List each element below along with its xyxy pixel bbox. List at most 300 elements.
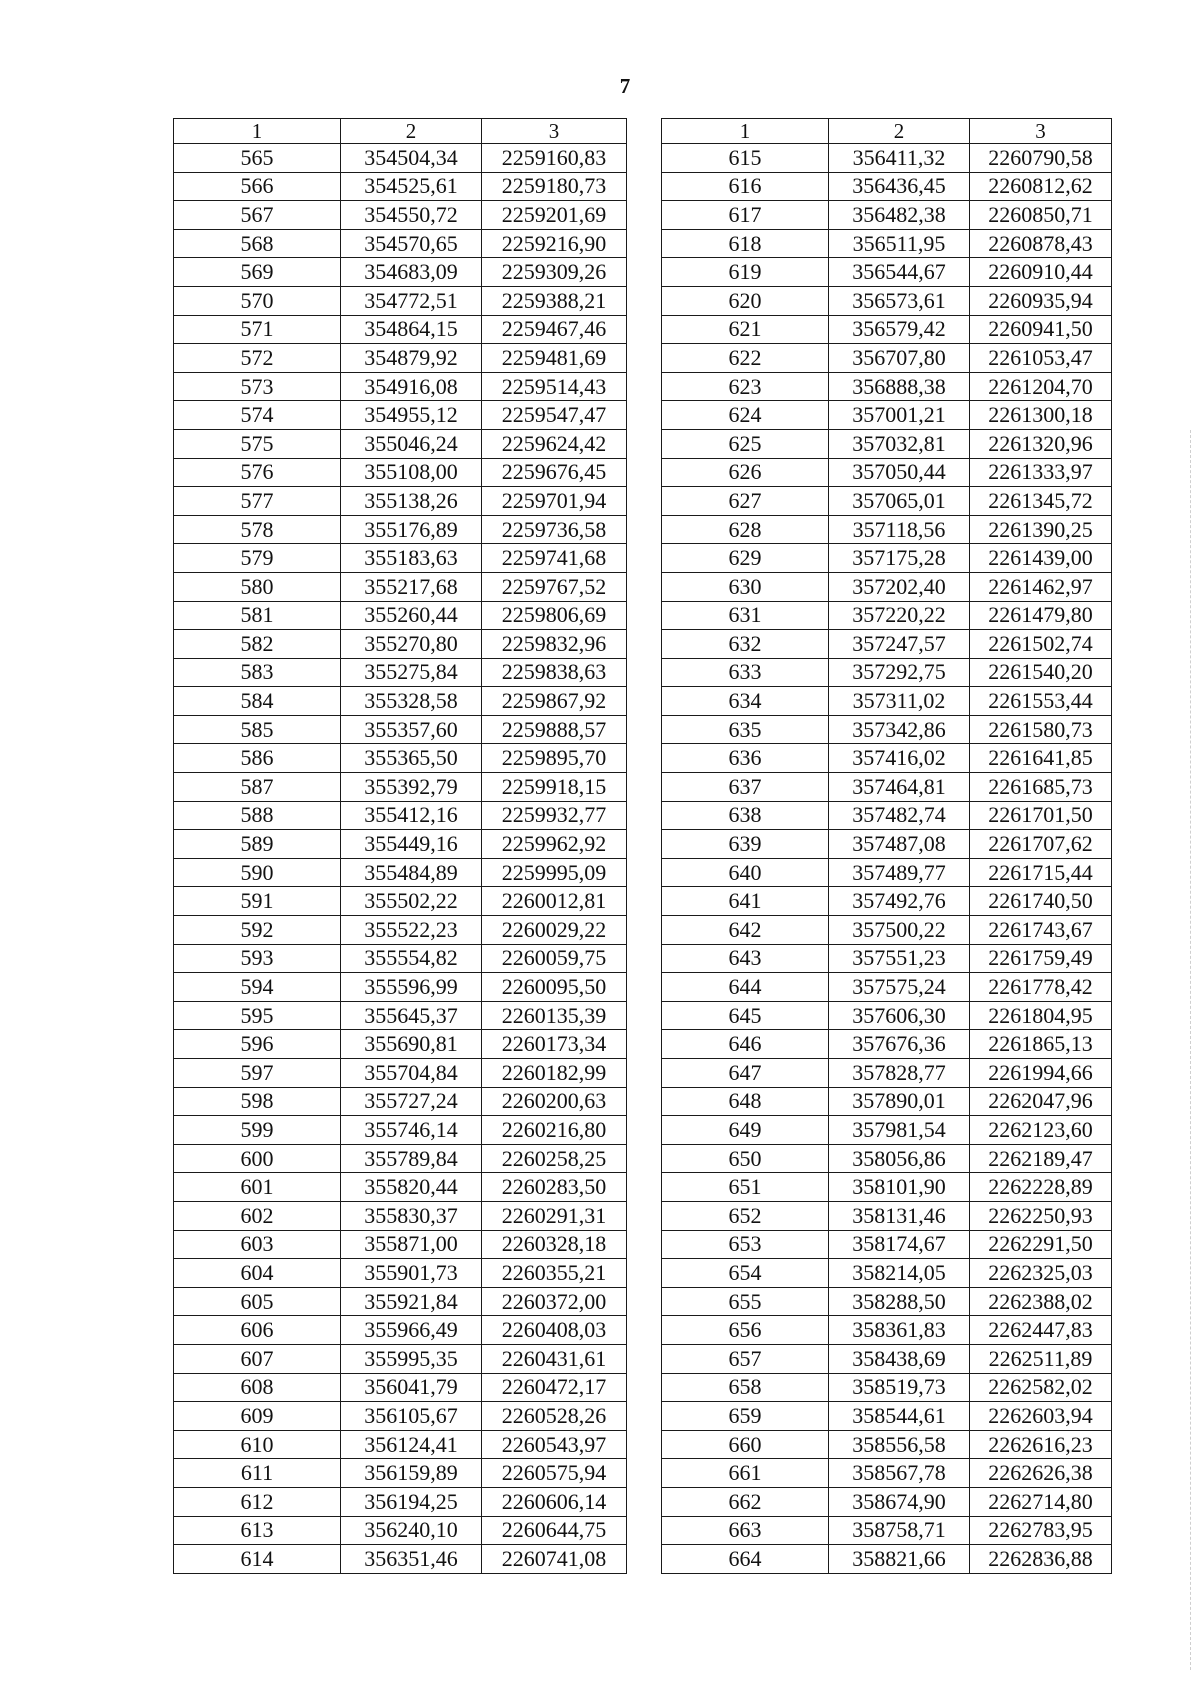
page-number: 7 — [619, 74, 631, 98]
point-number-cell: 658 — [662, 1373, 829, 1402]
table-row — [174, 687, 627, 716]
point-number-cell: 635 — [662, 715, 829, 744]
x-coordinate-cell: 357247,57 — [829, 630, 970, 659]
table-row — [662, 258, 1112, 287]
y-coordinate-cell: 2261740,50 — [970, 887, 1112, 916]
table-row — [174, 1545, 627, 1574]
point-number-cell: 575 — [174, 429, 341, 458]
point-number-cell: 591 — [174, 887, 341, 916]
x-coordinate-cell: 355820,44 — [341, 1173, 482, 1202]
x-coordinate-cell: 357606,30 — [829, 1001, 970, 1030]
x-coordinate-cell: 357828,77 — [829, 1059, 970, 1088]
table-row — [174, 258, 627, 287]
y-coordinate-cell: 2260408,03 — [482, 1316, 627, 1345]
table-row — [662, 487, 1112, 516]
point-number-cell: 607 — [174, 1344, 341, 1373]
table-row — [174, 1430, 627, 1459]
point-number-cell: 580 — [174, 572, 341, 601]
table-row — [174, 773, 627, 802]
point-number-cell: 646 — [662, 1030, 829, 1059]
table-row — [174, 1287, 627, 1316]
table-row — [174, 372, 627, 401]
column-header-2: 2 — [829, 119, 970, 144]
x-coordinate-cell: 357482,74 — [829, 801, 970, 830]
x-coordinate-cell: 355260,44 — [341, 601, 482, 630]
point-number-cell: 594 — [174, 973, 341, 1002]
table-row — [662, 401, 1112, 430]
x-coordinate-cell: 355108,00 — [341, 458, 482, 487]
y-coordinate-cell: 2261715,44 — [970, 858, 1112, 887]
y-coordinate-cell: 2259736,58 — [482, 515, 627, 544]
table-row — [662, 544, 1112, 573]
table-row — [174, 858, 627, 887]
point-number-cell: 631 — [662, 601, 829, 630]
x-coordinate-cell: 356436,45 — [829, 172, 970, 201]
y-coordinate-cell: 2261390,25 — [970, 515, 1112, 544]
point-number-cell: 645 — [662, 1001, 829, 1030]
table-row — [174, 1459, 627, 1488]
y-coordinate-cell: 2262291,50 — [970, 1230, 1112, 1259]
point-number-cell: 569 — [174, 258, 341, 287]
table-row — [662, 315, 1112, 344]
table-row — [662, 801, 1112, 830]
point-number-cell: 606 — [174, 1316, 341, 1345]
y-coordinate-cell: 2259160,83 — [482, 144, 627, 173]
table-row — [174, 172, 627, 201]
point-number-cell: 623 — [662, 372, 829, 401]
table-row — [174, 1173, 627, 1202]
x-coordinate-cell: 357202,40 — [829, 572, 970, 601]
x-coordinate-cell: 355704,84 — [341, 1059, 482, 1088]
x-coordinate-cell: 355365,50 — [341, 744, 482, 773]
x-coordinate-cell: 356544,67 — [829, 258, 970, 287]
table-row — [662, 1487, 1112, 1516]
table-row — [662, 429, 1112, 458]
point-number-cell: 598 — [174, 1087, 341, 1116]
table-row — [662, 372, 1112, 401]
point-number-cell: 655 — [662, 1287, 829, 1316]
table-row — [174, 973, 627, 1002]
point-number-cell: 632 — [662, 630, 829, 659]
x-coordinate-cell: 357575,24 — [829, 973, 970, 1002]
y-coordinate-cell: 2259838,63 — [482, 658, 627, 687]
point-number-cell: 597 — [174, 1059, 341, 1088]
x-coordinate-cell: 357676,36 — [829, 1030, 970, 1059]
y-coordinate-cell: 2261540,20 — [970, 658, 1112, 687]
table-row — [662, 572, 1112, 601]
table-row — [662, 630, 1112, 659]
point-number-cell: 576 — [174, 458, 341, 487]
table-row — [174, 916, 627, 945]
y-coordinate-cell: 2261502,74 — [970, 630, 1112, 659]
y-coordinate-cell: 2259895,70 — [482, 744, 627, 773]
x-coordinate-cell: 358131,46 — [829, 1201, 970, 1230]
y-coordinate-cell: 2261685,73 — [970, 773, 1112, 802]
table-row — [174, 344, 627, 373]
x-coordinate-cell: 356240,10 — [341, 1516, 482, 1545]
y-coordinate-cell: 2261804,95 — [970, 1001, 1112, 1030]
y-coordinate-cell: 2259962,92 — [482, 830, 627, 859]
table-row — [174, 229, 627, 258]
x-coordinate-cell: 357032,81 — [829, 429, 970, 458]
y-coordinate-cell: 2261462,97 — [970, 572, 1112, 601]
point-number-cell: 579 — [174, 544, 341, 573]
point-number-cell: 643 — [662, 944, 829, 973]
y-coordinate-cell: 2261204,70 — [970, 372, 1112, 401]
table-row — [662, 344, 1112, 373]
table-row — [174, 1059, 627, 1088]
x-coordinate-cell: 355690,81 — [341, 1030, 482, 1059]
y-coordinate-cell: 2260528,26 — [482, 1402, 627, 1431]
y-coordinate-cell: 2259624,42 — [482, 429, 627, 458]
table-row — [662, 973, 1112, 1002]
table-row — [662, 1116, 1112, 1145]
y-coordinate-cell: 2260095,50 — [482, 973, 627, 1002]
x-coordinate-cell: 355176,89 — [341, 515, 482, 544]
table-row — [662, 1201, 1112, 1230]
y-coordinate-cell: 2261320,96 — [970, 429, 1112, 458]
x-coordinate-cell: 357492,76 — [829, 887, 970, 916]
x-coordinate-cell: 355328,58 — [341, 687, 482, 716]
y-coordinate-cell: 2260741,08 — [482, 1545, 627, 1574]
y-coordinate-cell: 2261707,62 — [970, 830, 1112, 859]
x-coordinate-cell: 357220,22 — [829, 601, 970, 630]
y-coordinate-cell: 2261778,42 — [970, 973, 1112, 1002]
y-coordinate-cell: 2261553,44 — [970, 687, 1112, 716]
x-coordinate-cell: 354550,72 — [341, 201, 482, 230]
point-number-cell: 577 — [174, 487, 341, 516]
coordinates-table-right — [661, 118, 1112, 1574]
point-number-cell: 662 — [662, 1487, 829, 1516]
x-coordinate-cell: 358519,73 — [829, 1373, 970, 1402]
y-coordinate-cell: 2262714,80 — [970, 1487, 1112, 1516]
y-coordinate-cell: 2261701,50 — [970, 801, 1112, 830]
x-coordinate-cell: 355645,37 — [341, 1001, 482, 1030]
y-coordinate-cell: 2260283,50 — [482, 1173, 627, 1202]
y-coordinate-cell: 2260812,62 — [970, 172, 1112, 201]
x-coordinate-cell: 358544,61 — [829, 1402, 970, 1431]
x-coordinate-cell: 354683,09 — [341, 258, 482, 287]
table-row — [174, 1144, 627, 1173]
y-coordinate-cell: 2260029,22 — [482, 916, 627, 945]
y-coordinate-cell: 2259676,45 — [482, 458, 627, 487]
x-coordinate-cell: 356041,79 — [341, 1373, 482, 1402]
table-row — [662, 1059, 1112, 1088]
point-number-cell: 641 — [662, 887, 829, 916]
point-number-cell: 634 — [662, 687, 829, 716]
y-coordinate-cell: 2261580,73 — [970, 715, 1112, 744]
table-row — [662, 1001, 1112, 1030]
point-number-cell: 614 — [174, 1545, 341, 1574]
y-coordinate-cell: 2260575,94 — [482, 1459, 627, 1488]
point-number-cell: 573 — [174, 372, 341, 401]
x-coordinate-cell: 355522,23 — [341, 916, 482, 945]
point-number-cell: 567 — [174, 201, 341, 230]
y-coordinate-cell: 2259888,57 — [482, 715, 627, 744]
table-row — [662, 1545, 1112, 1574]
point-number-cell: 599 — [174, 1116, 341, 1145]
table-row — [174, 1001, 627, 1030]
x-coordinate-cell: 354772,51 — [341, 286, 482, 315]
point-number-cell: 642 — [662, 916, 829, 945]
point-number-cell: 608 — [174, 1373, 341, 1402]
y-coordinate-cell: 2261300,18 — [970, 401, 1112, 430]
x-coordinate-cell: 355746,14 — [341, 1116, 482, 1145]
point-number-cell: 659 — [662, 1402, 829, 1431]
x-coordinate-cell: 357416,02 — [829, 744, 970, 773]
x-coordinate-cell: 355046,24 — [341, 429, 482, 458]
table-row — [662, 1287, 1112, 1316]
point-number-cell: 605 — [174, 1287, 341, 1316]
table-row — [174, 1373, 627, 1402]
point-number-cell: 660 — [662, 1430, 829, 1459]
y-coordinate-cell: 2260941,50 — [970, 315, 1112, 344]
table-row — [662, 1173, 1112, 1202]
table-row — [174, 601, 627, 630]
x-coordinate-cell: 356482,38 — [829, 201, 970, 230]
x-coordinate-cell: 354916,08 — [341, 372, 482, 401]
table-row — [174, 487, 627, 516]
x-coordinate-cell: 354879,92 — [341, 344, 482, 373]
point-number-cell: 565 — [174, 144, 341, 173]
point-number-cell: 653 — [662, 1230, 829, 1259]
point-number-cell: 619 — [662, 258, 829, 287]
point-number-cell: 568 — [174, 229, 341, 258]
point-number-cell: 629 — [662, 544, 829, 573]
y-coordinate-cell: 2261865,13 — [970, 1030, 1112, 1059]
point-number-cell: 588 — [174, 801, 341, 830]
table-row — [662, 858, 1112, 887]
table-row — [662, 1430, 1112, 1459]
x-coordinate-cell: 357500,22 — [829, 916, 970, 945]
point-number-cell: 609 — [174, 1402, 341, 1431]
x-coordinate-cell: 355921,84 — [341, 1287, 482, 1316]
table-row — [662, 916, 1112, 945]
table-row — [662, 458, 1112, 487]
point-number-cell: 590 — [174, 858, 341, 887]
x-coordinate-cell: 354570,65 — [341, 229, 482, 258]
y-coordinate-cell: 2259481,69 — [482, 344, 627, 373]
table-row — [662, 1373, 1112, 1402]
point-number-cell: 661 — [662, 1459, 829, 1488]
x-coordinate-cell: 355995,35 — [341, 1344, 482, 1373]
table-row — [174, 201, 627, 230]
x-coordinate-cell: 357489,77 — [829, 858, 970, 887]
y-coordinate-cell: 2260910,44 — [970, 258, 1112, 287]
table-row — [662, 1259, 1112, 1288]
point-number-cell: 624 — [662, 401, 829, 430]
table-row — [662, 715, 1112, 744]
table-row — [174, 1516, 627, 1545]
table-row — [174, 1402, 627, 1431]
table-row — [662, 658, 1112, 687]
y-coordinate-cell: 2260790,58 — [970, 144, 1112, 173]
column-header-3: 3 — [970, 119, 1112, 144]
x-coordinate-cell: 354955,12 — [341, 401, 482, 430]
x-coordinate-cell: 356579,42 — [829, 315, 970, 344]
point-number-cell: 644 — [662, 973, 829, 1002]
y-coordinate-cell: 2261641,85 — [970, 744, 1112, 773]
y-coordinate-cell: 2261759,49 — [970, 944, 1112, 973]
x-coordinate-cell: 358556,58 — [829, 1430, 970, 1459]
x-coordinate-cell: 356124,41 — [341, 1430, 482, 1459]
y-coordinate-cell: 2262603,94 — [970, 1402, 1112, 1431]
table-row — [174, 887, 627, 916]
x-coordinate-cell: 357890,01 — [829, 1087, 970, 1116]
table-header-row — [662, 119, 1112, 144]
x-coordinate-cell: 355412,16 — [341, 801, 482, 830]
point-number-cell: 589 — [174, 830, 341, 859]
column-header-2: 2 — [341, 119, 482, 144]
y-coordinate-cell: 2259309,26 — [482, 258, 627, 287]
table-row — [174, 830, 627, 859]
y-coordinate-cell: 2260059,75 — [482, 944, 627, 973]
point-number-cell: 620 — [662, 286, 829, 315]
point-number-cell: 664 — [662, 1545, 829, 1574]
table-row — [662, 1230, 1112, 1259]
y-coordinate-cell: 2262582,02 — [970, 1373, 1112, 1402]
y-coordinate-cell: 2261439,00 — [970, 544, 1112, 573]
point-number-cell: 595 — [174, 1001, 341, 1030]
table-row — [662, 1087, 1112, 1116]
y-coordinate-cell: 2262189,47 — [970, 1144, 1112, 1173]
table-row — [662, 1316, 1112, 1345]
y-coordinate-cell: 2259806,69 — [482, 601, 627, 630]
x-coordinate-cell: 355901,73 — [341, 1259, 482, 1288]
y-coordinate-cell: 2260355,21 — [482, 1259, 627, 1288]
table-row — [174, 1316, 627, 1345]
table-row — [662, 601, 1112, 630]
x-coordinate-cell: 355357,60 — [341, 715, 482, 744]
y-coordinate-cell: 2260291,31 — [482, 1201, 627, 1230]
x-coordinate-cell: 358438,69 — [829, 1344, 970, 1373]
x-coordinate-cell: 355966,49 — [341, 1316, 482, 1345]
x-coordinate-cell: 355449,16 — [341, 830, 482, 859]
x-coordinate-cell: 355217,68 — [341, 572, 482, 601]
table-header-row — [174, 119, 627, 144]
y-coordinate-cell: 2262123,60 — [970, 1116, 1112, 1145]
x-coordinate-cell: 356159,89 — [341, 1459, 482, 1488]
point-number-cell: 584 — [174, 687, 341, 716]
x-coordinate-cell: 356105,67 — [341, 1402, 482, 1431]
x-coordinate-cell: 357487,08 — [829, 830, 970, 859]
table-row — [174, 1259, 627, 1288]
y-coordinate-cell: 2259388,21 — [482, 286, 627, 315]
y-coordinate-cell: 2260258,25 — [482, 1144, 627, 1173]
x-coordinate-cell: 357001,21 — [829, 401, 970, 430]
y-coordinate-cell: 2261345,72 — [970, 487, 1112, 516]
y-coordinate-cell: 2262250,93 — [970, 1201, 1112, 1230]
y-coordinate-cell: 2259767,52 — [482, 572, 627, 601]
x-coordinate-cell: 356194,25 — [341, 1487, 482, 1516]
y-coordinate-cell: 2259867,92 — [482, 687, 627, 716]
y-coordinate-cell: 2260135,39 — [482, 1001, 627, 1030]
x-coordinate-cell: 357464,81 — [829, 773, 970, 802]
table-row — [662, 1459, 1112, 1488]
table-row — [662, 201, 1112, 230]
y-coordinate-cell: 2259995,09 — [482, 858, 627, 887]
scan-edge-mark — [1190, 430, 1192, 1670]
point-number-cell: 600 — [174, 1144, 341, 1173]
x-coordinate-cell: 358361,83 — [829, 1316, 970, 1345]
table-row — [662, 144, 1112, 173]
table-row — [174, 1230, 627, 1259]
table-row — [662, 286, 1112, 315]
table-row — [174, 515, 627, 544]
point-number-cell: 637 — [662, 773, 829, 802]
x-coordinate-cell: 355596,99 — [341, 973, 482, 1002]
point-number-cell: 613 — [174, 1516, 341, 1545]
point-number-cell: 570 — [174, 286, 341, 315]
point-number-cell: 651 — [662, 1173, 829, 1202]
x-coordinate-cell: 357175,28 — [829, 544, 970, 573]
x-coordinate-cell: 354525,61 — [341, 172, 482, 201]
y-coordinate-cell: 2262447,83 — [970, 1316, 1112, 1345]
x-coordinate-cell: 355270,80 — [341, 630, 482, 659]
table-row — [174, 944, 627, 973]
y-coordinate-cell: 2259180,73 — [482, 172, 627, 201]
point-number-cell: 583 — [174, 658, 341, 687]
coordinates-table-left — [173, 118, 627, 1574]
y-coordinate-cell: 2262783,95 — [970, 1516, 1112, 1545]
y-coordinate-cell: 2261479,80 — [970, 601, 1112, 630]
y-coordinate-cell: 2262836,88 — [970, 1545, 1112, 1574]
y-coordinate-cell: 2262616,23 — [970, 1430, 1112, 1459]
point-number-cell: 578 — [174, 515, 341, 544]
y-coordinate-cell: 2259547,47 — [482, 401, 627, 430]
table-row — [174, 1487, 627, 1516]
x-coordinate-cell: 355275,84 — [341, 658, 482, 687]
point-number-cell: 647 — [662, 1059, 829, 1088]
y-coordinate-cell: 2260012,81 — [482, 887, 627, 916]
y-coordinate-cell: 2260182,99 — [482, 1059, 627, 1088]
table-row — [662, 687, 1112, 716]
point-number-cell: 656 — [662, 1316, 829, 1345]
table-row — [174, 715, 627, 744]
y-coordinate-cell: 2260431,61 — [482, 1344, 627, 1373]
point-number-cell: 652 — [662, 1201, 829, 1230]
table-row — [662, 172, 1112, 201]
x-coordinate-cell: 356511,95 — [829, 229, 970, 258]
point-number-cell: 585 — [174, 715, 341, 744]
x-coordinate-cell: 356707,80 — [829, 344, 970, 373]
y-coordinate-cell: 2259918,15 — [482, 773, 627, 802]
y-coordinate-cell: 2260216,80 — [482, 1116, 627, 1145]
point-number-cell: 633 — [662, 658, 829, 687]
x-coordinate-cell: 357065,01 — [829, 487, 970, 516]
y-coordinate-cell: 2262511,89 — [970, 1344, 1112, 1373]
y-coordinate-cell: 2259467,46 — [482, 315, 627, 344]
point-number-cell: 604 — [174, 1259, 341, 1288]
table-row — [174, 658, 627, 687]
point-number-cell: 593 — [174, 944, 341, 973]
point-number-cell: 636 — [662, 744, 829, 773]
table-row — [662, 515, 1112, 544]
point-number-cell: 638 — [662, 801, 829, 830]
x-coordinate-cell: 358758,71 — [829, 1516, 970, 1545]
column-header-1: 1 — [174, 119, 341, 144]
point-number-cell: 602 — [174, 1201, 341, 1230]
x-coordinate-cell: 355183,63 — [341, 544, 482, 573]
table-row — [174, 630, 627, 659]
x-coordinate-cell: 358674,90 — [829, 1487, 970, 1516]
y-coordinate-cell: 2260850,71 — [970, 201, 1112, 230]
x-coordinate-cell: 355138,26 — [341, 487, 482, 516]
table-row — [174, 1201, 627, 1230]
table-row — [174, 1030, 627, 1059]
y-coordinate-cell: 2261743,67 — [970, 916, 1112, 945]
table-row — [174, 458, 627, 487]
